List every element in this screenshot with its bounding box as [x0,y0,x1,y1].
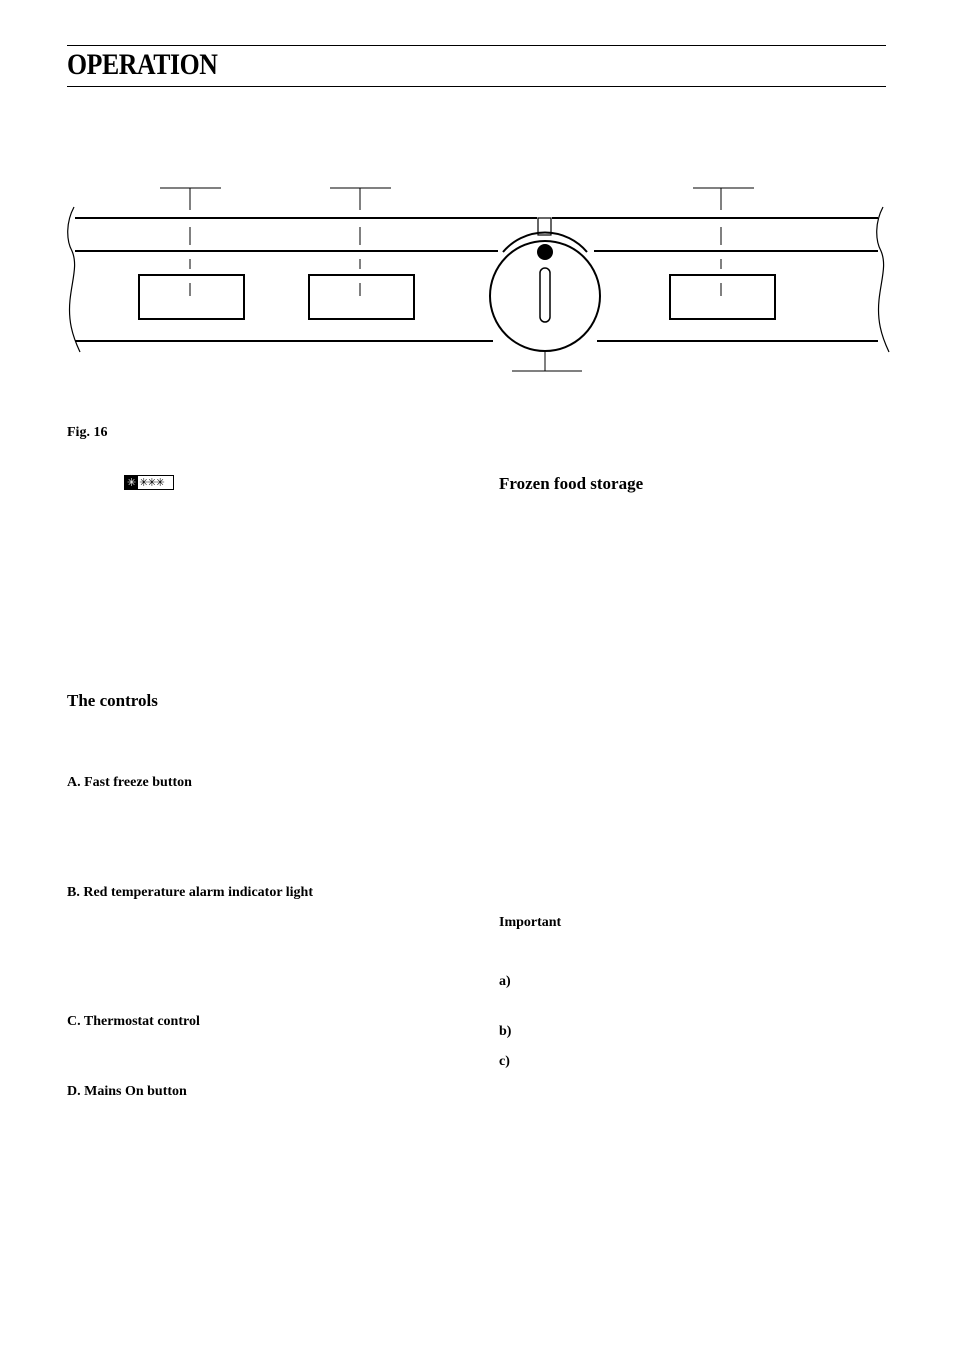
star-rating-rest: ✳✳✳ [139,476,164,489]
thermostat-dial-drawing [490,218,600,351]
item-c-heading: C. Thermostat control [67,1014,200,1029]
item-a-heading: A. Fast freeze button [67,775,192,790]
point-a-label: a) [499,974,511,989]
callout-b [330,188,391,296]
alarm-light-drawing [309,275,414,319]
panel-outline [75,218,878,341]
panel-break-edges [68,207,889,352]
title-underline [67,86,886,87]
section-heading-frozen-food: Frozen food storage [499,474,644,493]
callout-d [693,188,754,296]
mains-on-button-drawing [670,275,775,319]
point-b-label: b) [499,1024,512,1039]
fast-freeze-button-drawing [139,275,244,319]
important-heading: Important [499,915,562,930]
item-d-heading: D. Mains On button [67,1084,187,1099]
star-rating-symbol [124,475,174,490]
item-b-heading: B. Red temperature alarm indicator light [67,885,314,900]
page-title: OPERATION [67,48,218,81]
control-panel-diagram [0,170,954,380]
point-c-label: c) [499,1054,510,1069]
star-rating-first: ✳ [127,476,137,489]
callout-c [512,351,582,371]
figure-caption: Fig. 16 [67,425,108,440]
callout-a [160,188,221,296]
section-heading-controls: The controls [67,691,158,710]
